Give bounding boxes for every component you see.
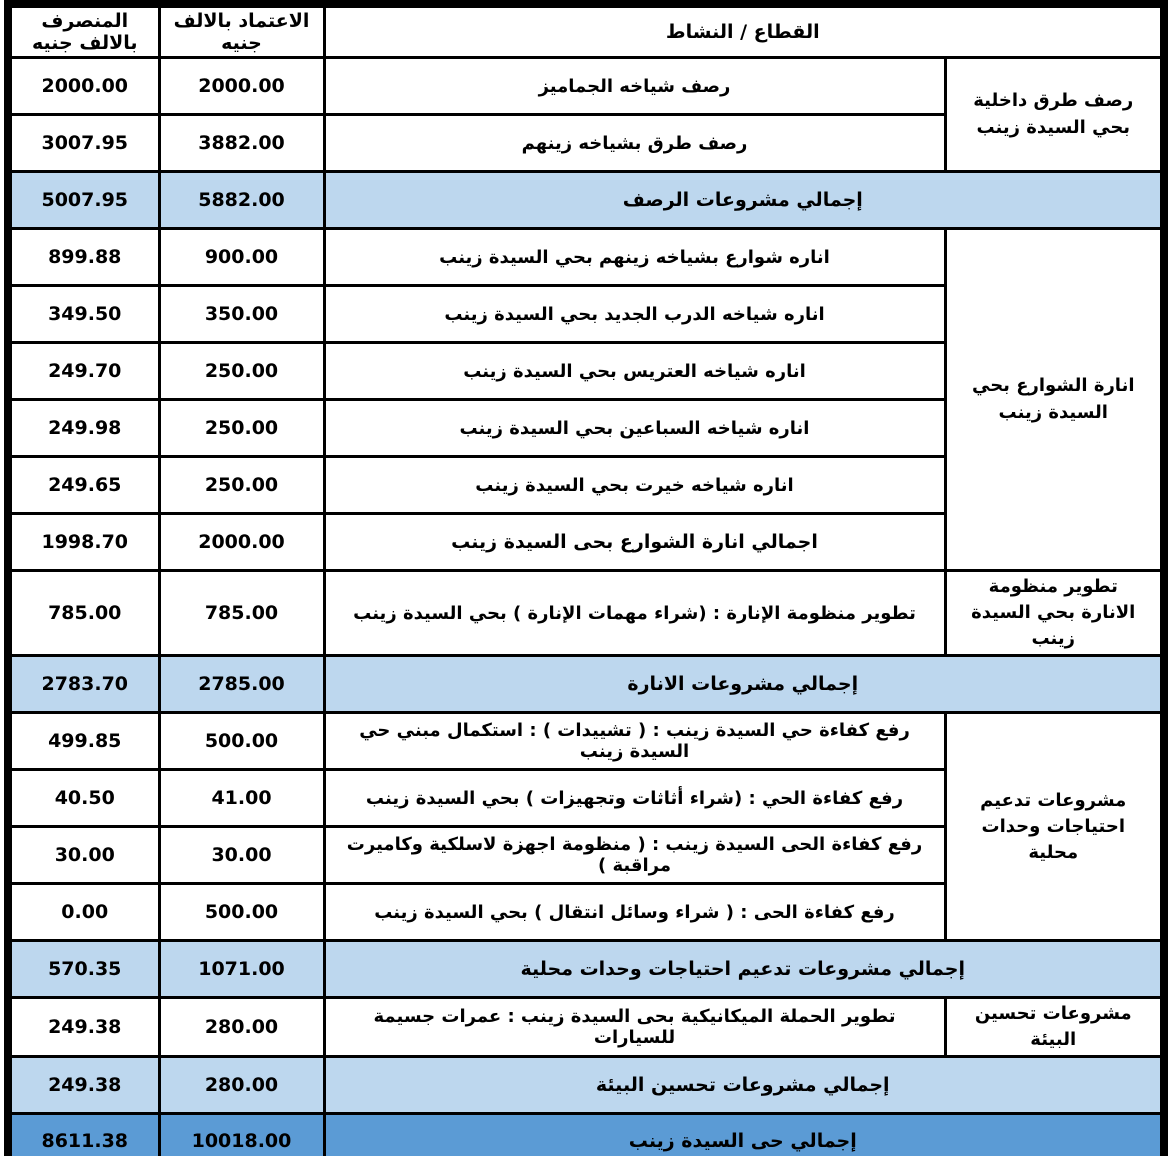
disbursed-cell: 249.38 [8, 1057, 159, 1114]
credit-cell: 1071.00 [159, 941, 324, 998]
credit-cell: 3882.00 [159, 115, 324, 172]
subtotal-label: إجمالي مشروعات تحسين البيئة [324, 1057, 1164, 1114]
disbursed-cell: 499.85 [8, 713, 159, 770]
disbursed-cell: 2783.70 [8, 656, 159, 713]
activity-cell: رفع كفاءة الحى السيدة زينب : ( منظومة اجهزة لاسلكية وكاميرت مراقبة ) [324, 827, 945, 884]
credit-cell: 250.00 [159, 343, 324, 400]
activity-cell: تطوير الحملة الميكانيكية بحى السيدة زينب : عمرات جسيمة للسيارات [324, 998, 945, 1057]
disbursed-cell: 3007.95 [8, 115, 159, 172]
col-header-sector-activity: القطاع / النشاط [324, 4, 1164, 58]
disbursed-cell: 249.38 [8, 998, 159, 1057]
credit-cell: 30.00 [159, 827, 324, 884]
sector-cell: مشروعات تدعيم احتياجات وحدات محلية [945, 713, 1164, 941]
disbursed-cell: 8611.38 [8, 1114, 159, 1156]
credit-cell: 500.00 [159, 884, 324, 941]
credit-cell: 10018.00 [159, 1114, 324, 1156]
activity-cell: رصف طرق بشياخه زينهم [324, 115, 945, 172]
grand-total-row [8, 1114, 1164, 1156]
subtotal-label: اجمالي انارة الشوارع بحى السيدة زينب [324, 514, 945, 571]
activity-cell: اناره شياخه الدرب الجديد بحي السيدة زينب [324, 286, 945, 343]
credit-cell: 785.00 [159, 571, 324, 656]
credit-cell: 250.00 [159, 457, 324, 514]
disbursed-cell: 249.70 [8, 343, 159, 400]
col-header-disbursed: المنصرف بالالف جنيه [8, 4, 159, 58]
disbursed-cell: 249.98 [8, 400, 159, 457]
subtotal-row [8, 941, 1164, 998]
table-row [8, 229, 1164, 286]
disbursed-cell: 349.50 [8, 286, 159, 343]
disbursed-cell: 2000.00 [8, 58, 159, 115]
credit-cell: 5882.00 [159, 172, 324, 229]
credit-cell: 350.00 [159, 286, 324, 343]
activity-cell: رفع كفاءة الحي : (شراء أثاثات وتجهيزات ) بحي السيدة زينب [324, 770, 945, 827]
col-header-credit: الاعتماد بالالف جنيه [159, 4, 324, 58]
disbursed-cell: 249.65 [8, 457, 159, 514]
activity-cell: رفع كفاءة الحى : ( شراء وسائل انتقال ) بحي السيدة زينب [324, 884, 945, 941]
activity-cell: اناره شياخه العتريس بحي السيدة زينب [324, 343, 945, 400]
budget-table [4, 0, 1168, 1156]
sector-cell: انارة الشوارع بحي السيدة زينب [945, 229, 1164, 571]
credit-cell: 2000.00 [159, 514, 324, 571]
grand-total-label: إجمالي حى السيدة زينب [324, 1114, 1164, 1156]
disbursed-cell: 785.00 [8, 571, 159, 656]
table-row [8, 571, 1164, 656]
credit-cell: 280.00 [159, 1057, 324, 1114]
header-row [8, 4, 1164, 58]
credit-cell: 280.00 [159, 998, 324, 1057]
table-row [8, 713, 1164, 770]
credit-cell: 250.00 [159, 400, 324, 457]
table-row [8, 58, 1164, 115]
disbursed-cell: 40.50 [8, 770, 159, 827]
activity-cell: رفع كفاءة حي السيدة زينب : ( تشييدات ) : استكمال مبني حي السيدة زينب [324, 713, 945, 770]
activity-cell: اناره شياخه خيرت بحي السيدة زينب [324, 457, 945, 514]
table-row [8, 998, 1164, 1057]
subtotal-row [8, 1057, 1164, 1114]
disbursed-cell: 0.00 [8, 884, 159, 941]
disbursed-cell: 30.00 [8, 827, 159, 884]
sector-cell: رصف طرق داخلية بحي السيدة زينب [945, 58, 1164, 172]
disbursed-cell: 5007.95 [8, 172, 159, 229]
activity-cell: رصف شياخه الجماميز [324, 58, 945, 115]
activity-cell: اناره شياخه السباعين بحي السيدة زينب [324, 400, 945, 457]
credit-cell: 500.00 [159, 713, 324, 770]
credit-cell: 2000.00 [159, 58, 324, 115]
credit-cell: 41.00 [159, 770, 324, 827]
disbursed-cell: 570.35 [8, 941, 159, 998]
subtotal-row [8, 656, 1164, 713]
subtotal-label: إجمالي مشروعات الرصف [324, 172, 1164, 229]
sector-cell: تطوير منظومة الانارة بحي السيدة زينب [945, 571, 1164, 656]
subtotal-label: إجمالي مشروعات الانارة [324, 656, 1164, 713]
activity-cell: تطوير منظومة الإنارة : (شراء مهمات الإنارة ) بحي السيدة زينب [324, 571, 945, 656]
activity-cell: اناره شوارع بشياخه زينهم بحي السيدة زينب [324, 229, 945, 286]
sector-cell: مشروعات تحسين البيئة [945, 998, 1164, 1057]
subtotal-label: إجمالي مشروعات تدعيم احتياجات وحدات محلية [324, 941, 1164, 998]
disbursed-cell: 899.88 [8, 229, 159, 286]
subtotal-row [8, 172, 1164, 229]
credit-cell: 2785.00 [159, 656, 324, 713]
disbursed-cell: 1998.70 [8, 514, 159, 571]
credit-cell: 900.00 [159, 229, 324, 286]
